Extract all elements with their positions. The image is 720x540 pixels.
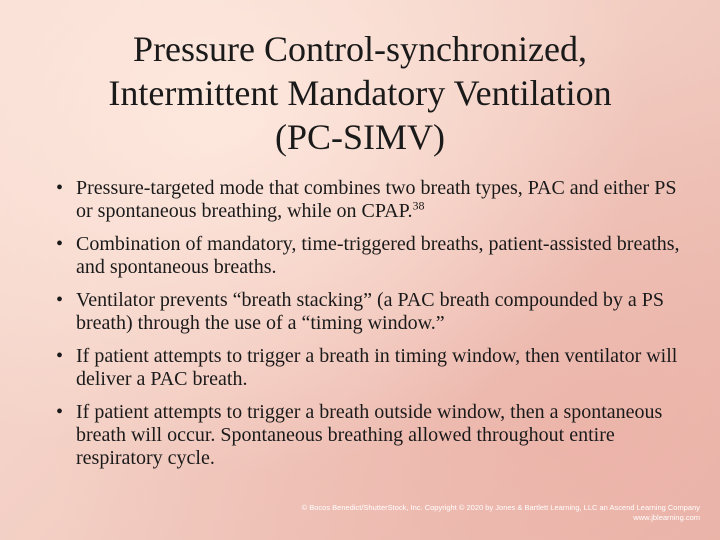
title-line-3: (PC-SIMV): [274, 117, 445, 157]
bullet-item: [52, 345, 692, 391]
slide-title: [40, 27, 680, 159]
copyright-line: © Bocos Benedict/ShutterStock, Inc. Copyright © 2020 by Jones & Bartlett Learning, LLC an Ascend Learning Company: [301, 503, 700, 512]
bullet-item: [52, 289, 692, 335]
bullet-text: Ventilator prevents “breath stacking” (a PAC breath compounded by a PS breath) through the use of a “timing window.”: [76, 289, 665, 334]
bullet-icon: •: [56, 345, 64, 367]
bullet-text: Pressure-targeted mode that combines two breath types, PAC and either PS or spontaneous breathing, while on CPAP.: [76, 177, 677, 222]
citation-superscript: 38: [412, 198, 425, 213]
copyright-notice: [302, 503, 700, 523]
bullet-icon: •: [56, 177, 64, 199]
bullet-item: [52, 177, 692, 223]
bullet-text: If patient attempts to trigger a breath outside window, then a spontaneous breath will occur. Spontaneous breathing allowed throughout entire respiratory cycle.: [76, 401, 663, 469]
bullet-item: [52, 233, 692, 279]
bullet-icon: •: [56, 233, 64, 255]
publisher-url: www.jblearning.com: [633, 513, 700, 522]
bullet-text: If patient attempts to trigger a breath in timing window, then ventilator will deliver a PAC breath.: [76, 345, 678, 390]
title-line-1: Pressure Control-synchronized,: [133, 29, 587, 69]
title-line-2: Intermittent Mandatory Ventilation: [108, 73, 612, 113]
bullet-item: [52, 401, 692, 470]
bullet-list: [52, 177, 692, 480]
bullet-icon: •: [56, 289, 64, 311]
bullet-icon: •: [56, 401, 64, 423]
bullet-text: Combination of mandatory, time-triggered breaths, patient-assisted breaths, and spontaneous breaths.: [76, 233, 680, 278]
